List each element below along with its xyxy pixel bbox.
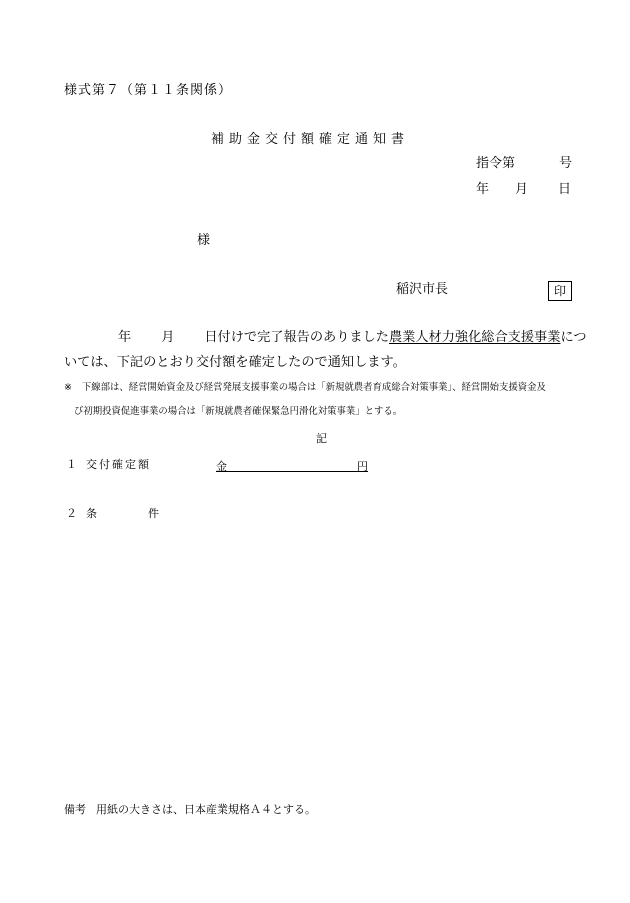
body-text-after-project: につ bbox=[560, 330, 587, 345]
date-year: 年 bbox=[476, 182, 490, 197]
directive-prefix: 指令第 bbox=[476, 156, 516, 171]
project-name: 農業人材力強化総合支援事業 bbox=[389, 330, 561, 345]
directive-suffix: 号 bbox=[559, 156, 573, 171]
date-day: 日 bbox=[558, 182, 572, 197]
remarks-line bbox=[64, 804, 316, 815]
remarks-text: 用紙の大きさは、日本産業規格Ａ４とする。 bbox=[96, 803, 316, 816]
note-mark: ※ bbox=[64, 382, 72, 393]
amount-prefix: 金 bbox=[216, 460, 227, 473]
date-line bbox=[476, 183, 571, 196]
body-line-1 bbox=[118, 331, 587, 344]
body-month: 月 bbox=[161, 330, 175, 345]
item-2-number: ２ bbox=[66, 507, 77, 520]
remarks-label: 備考 bbox=[64, 803, 86, 816]
note-line-1 bbox=[64, 383, 546, 392]
item-2-label-part-b: 件 bbox=[148, 507, 159, 520]
body-year: 年 bbox=[118, 330, 132, 345]
directive-number-line bbox=[476, 157, 572, 170]
document-title: 補助金交付額確定通知書 bbox=[211, 132, 410, 147]
body-line-2: いては、下記のとおり交付額を確定したので通知します。 bbox=[64, 355, 406, 370]
form-number: 様式第７（第１１条関係） bbox=[64, 83, 233, 98]
confirmed-amount-field bbox=[216, 457, 368, 472]
ki-heading: 記 bbox=[316, 432, 327, 445]
item-1-label: 交付確定額 bbox=[86, 458, 151, 471]
issuer-name: 稲沢市長 bbox=[396, 282, 449, 297]
seal-stamp-box: 印 bbox=[548, 281, 572, 301]
note-line-2: び初期投資促進事業の場合は「新規就農者確保緊急円滑化対策事業」とする。 bbox=[74, 406, 403, 417]
amount-suffix: 円 bbox=[357, 460, 368, 473]
item-2-label-part-a: 条 bbox=[86, 507, 97, 520]
note-text-1: 下線部は、経営開始資金及び経営発展支援事業の場合は「新規就農者育成総合対策事業」、経営開始支援資金及 bbox=[81, 382, 546, 393]
body-text-before-project: 日付けで完了報告のありました bbox=[204, 330, 389, 345]
item-1-number: １ bbox=[66, 458, 77, 471]
date-month: 月 bbox=[515, 182, 529, 197]
addressee-suffix: 様 bbox=[197, 233, 211, 248]
